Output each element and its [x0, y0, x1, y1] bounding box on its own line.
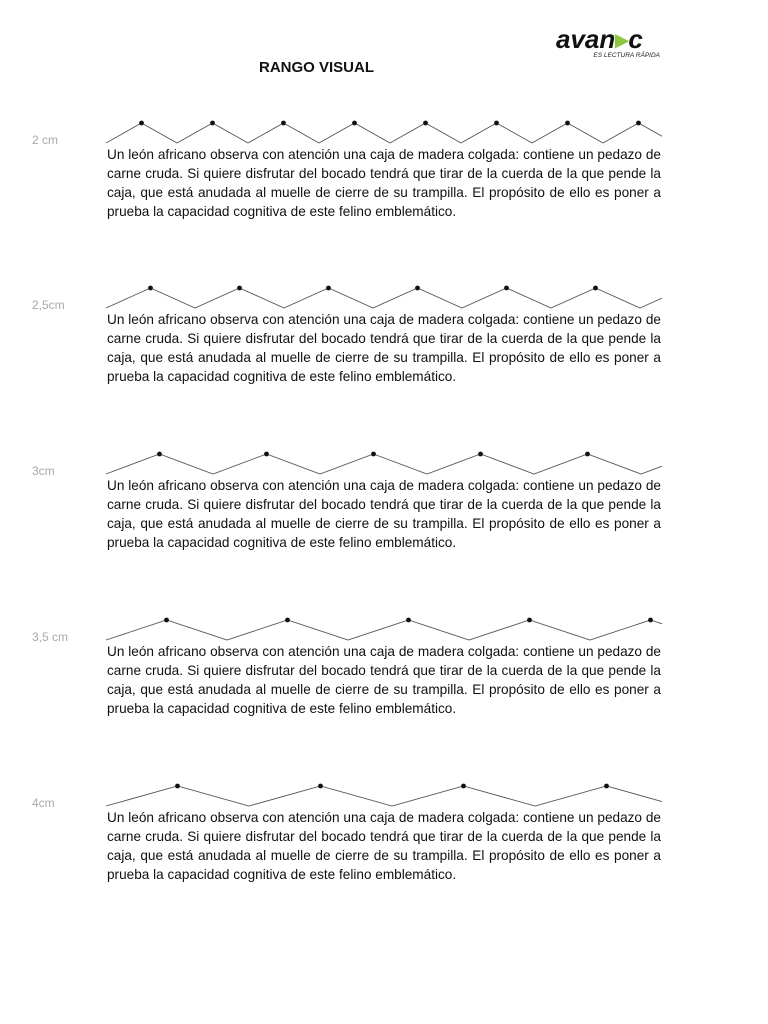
zigzag-guide-line — [106, 280, 662, 312]
reading-paragraph: Un león africano observa con atención una caja de madera colgada: contiene un pedazo de carne cruda. Si quiere disfrutar del bocado tendrá que tirar de la cuerda de la que pende la caja, que está anudada al muelle de cierre de su trampilla. El propósito de ello es poner a prueba la capacidad cognitiva de este felino emblemático. — [107, 478, 661, 550]
reading-paragraph: Un león africano observa con atención una caja de madera colgada: contiene un pedazo de carne cruda. Si quiere disfrutar del bocado tendrá que tirar de la cuerda de la que pende la caja, que está anudada al muelle de cierre de su trampilla. El propósito de ello es poner a prueba la capacidad cognitiva de este felino emblemático. — [107, 147, 661, 219]
zigzag-path — [106, 454, 662, 474]
fixation-dot-icon — [139, 121, 144, 126]
size-label: 4cm — [32, 796, 55, 810]
fixation-dot-icon — [585, 452, 590, 457]
logo-wordmark: avan▸c — [556, 24, 643, 54]
fixation-dot-icon — [326, 286, 331, 291]
fixation-dot-icon — [281, 121, 286, 126]
fixation-dot-icon — [423, 121, 428, 126]
fixation-dot-icon — [478, 452, 483, 457]
fixation-dot-icon — [264, 452, 269, 457]
reading-paragraph: Un león africano observa con atención una caja de madera colgada: contiene un pedazo de carne cruda. Si quiere disfrutar del bocado tendrá que tirar de la cuerda de la que pende la caja, que está anudada al muelle de cierre de su trampilla. El propósito de ello es poner a prueba la capacidad cognitiva de este felino emblemático. — [107, 810, 661, 882]
fixation-dot-icon — [318, 784, 323, 789]
fixation-dot-icon — [237, 286, 242, 291]
fixation-dot-icon — [565, 121, 570, 126]
fixation-dot-icon — [175, 784, 180, 789]
page-title: RANGO VISUAL — [259, 59, 375, 76]
reading-paragraph: Un león africano observa con atención una caja de madera colgada: contiene un pedazo de carne cruda. Si quiere disfrutar del bocado tendrá que tirar de la cuerda de la que pende la caja, que está anudada al muelle de cierre de su trampilla. El propósito de ello es poner a prueba la capacidad cognitiva de este felino emblemático. — [107, 312, 661, 384]
size-label: 3,5 cm — [32, 630, 69, 644]
brand-logo — [556, 24, 662, 60]
fixation-dot-icon — [636, 121, 641, 126]
fixation-dot-icon — [352, 121, 357, 126]
zigzag-guide-line — [106, 115, 662, 147]
fixation-dot-icon — [285, 618, 290, 623]
range-section-3 — [0, 446, 768, 606]
logo-tagline: ES LECTURA RÁPIDA — [593, 52, 660, 59]
range-section-5 — [0, 778, 768, 938]
fixation-dot-icon — [164, 618, 169, 623]
range-section-1 — [0, 115, 768, 275]
fixation-dot-icon — [157, 452, 162, 457]
fixation-dot-icon — [648, 618, 653, 623]
logo-arrow-icon: ▸ — [615, 24, 629, 54]
range-section-4 — [0, 612, 768, 772]
zigzag-guide-line — [106, 778, 662, 810]
zigzag-guide-line — [106, 612, 662, 644]
size-label: 2,5cm — [32, 298, 65, 312]
fixation-dot-icon — [406, 618, 411, 623]
fixation-dot-icon — [494, 121, 499, 126]
zigzag-guide-line — [106, 446, 662, 478]
zigzag-path — [106, 288, 662, 308]
fixation-dot-icon — [371, 452, 376, 457]
fixation-dot-icon — [415, 286, 420, 291]
zigzag-path — [106, 123, 662, 143]
range-section-2 — [0, 280, 768, 440]
fixation-dot-icon — [604, 784, 609, 789]
reading-paragraph: Un león africano observa con atención una caja de madera colgada: contiene un pedazo de carne cruda. Si quiere disfrutar del bocado tendrá que tirar de la cuerda de la que pende la caja, que está anudada al muelle de cierre de su trampilla. El propósito de ello es poner a prueba la capacidad cognitiva de este felino emblemático. — [107, 644, 661, 716]
fixation-dot-icon — [210, 121, 215, 126]
size-label: 2 cm — [32, 133, 59, 147]
fixation-dot-icon — [461, 784, 466, 789]
fixation-dot-icon — [504, 286, 509, 291]
zigzag-path — [106, 620, 662, 640]
fixation-dot-icon — [593, 286, 598, 291]
fixation-dot-icon — [527, 618, 532, 623]
fixation-dot-icon — [148, 286, 153, 291]
zigzag-path — [106, 786, 662, 806]
size-label: 3cm — [32, 464, 55, 478]
